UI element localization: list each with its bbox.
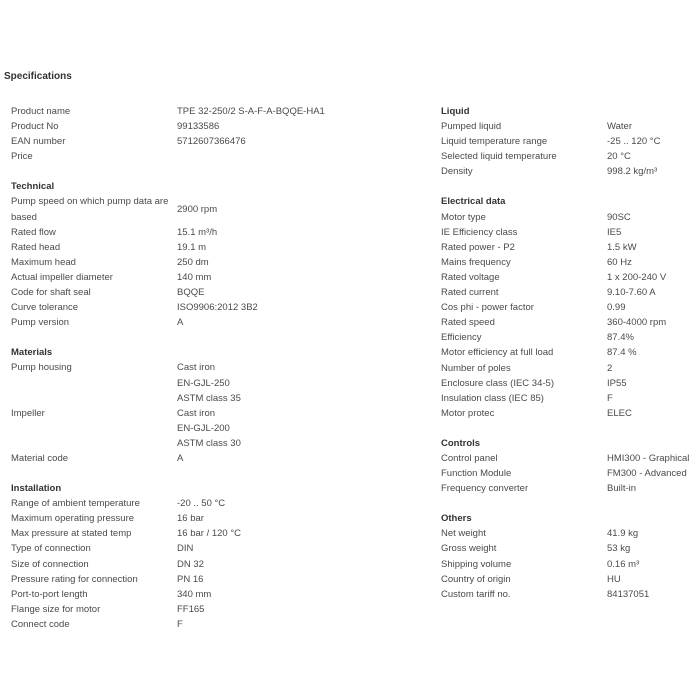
spec-label: Function Module (441, 468, 512, 480)
spec-label: Pump speed on which pump data are based (11, 196, 169, 223)
spec-row-enclosure-class-iec-34-5 (441, 376, 700, 391)
spec-values (607, 466, 687, 481)
section-title: Controls (441, 437, 481, 449)
spec-label: Pumped liquid (441, 121, 502, 133)
spec-values (607, 391, 613, 406)
spec-label: Size of connection (11, 558, 89, 570)
section-title: Electrical data (441, 196, 506, 208)
spec-row-size-of-connection (11, 557, 431, 572)
spec-row-motor-type (441, 210, 700, 225)
spec-values (607, 285, 656, 300)
spec-row-rated-head (11, 240, 431, 255)
spec-row-rated-power-p2 (441, 240, 700, 255)
section-title: Technical (11, 181, 55, 193)
spec-value: 15.1 m³/h (177, 226, 218, 238)
spec-value: DN 32 (177, 558, 204, 570)
spec-label: Rated voltage (441, 271, 500, 283)
spec-label: IE Efficiency class (441, 226, 518, 238)
spec-value: ASTM class 35 (177, 392, 241, 404)
spec-values (177, 617, 183, 632)
spec-row-custom-tariff-no (441, 587, 700, 602)
spec-label: Product name (11, 106, 71, 117)
spec-values (177, 451, 183, 466)
spec-section-liquid (441, 104, 700, 179)
spec-row-rated-voltage (441, 270, 700, 285)
spec-label: Enclosure class (IEC 34-5) (441, 377, 554, 389)
spec-row-motor-protec (441, 406, 700, 421)
left-spec-column (11, 104, 431, 632)
spec-values (177, 541, 193, 556)
spec-values (607, 361, 612, 376)
page-title: Specifications (4, 71, 72, 82)
spec-value: 0.16 m³ (607, 558, 640, 570)
spec-value: 16 bar / 120 °C (177, 528, 242, 540)
spec-label: Pump version (11, 317, 70, 329)
spec-value: 87.4% (607, 332, 634, 344)
spec-value: 250 dm (177, 256, 209, 268)
spec-label: Cos phi - power factor (441, 302, 534, 314)
spec-row-shipping-volume (441, 557, 700, 572)
spec-value: 9.10-7.60 A (607, 287, 656, 299)
spec-value: PN 16 (177, 573, 204, 585)
spec-row-actual-impeller-diameter (11, 270, 431, 285)
spec-row-pressure-rating-for-connection (11, 572, 431, 587)
spec-value: A (177, 452, 184, 464)
spec-row-gross-weight (441, 541, 700, 556)
spec-section-others (441, 511, 700, 602)
spec-values (607, 526, 638, 541)
spec-values (177, 360, 241, 405)
spec-label: Net weight (441, 528, 486, 540)
spec-row-price (11, 149, 431, 164)
spec-row-material-code (11, 451, 431, 466)
spec-row-selected-liquid-temperature (441, 149, 700, 164)
spec-value: -25 .. 120 °C (607, 136, 661, 148)
spec-label: Control panel (441, 452, 498, 464)
spec-value: EN-GJL-250 (177, 377, 230, 389)
spec-value: 340 mm (177, 588, 212, 600)
spec-value: Cast iron (177, 407, 216, 419)
spec-values (607, 300, 626, 315)
spec-value: HMI300 - Graphical (607, 452, 690, 464)
spec-value: 360-4000 rpm (607, 317, 667, 329)
spec-value: 2 (607, 362, 613, 374)
spec-section-installation (11, 481, 431, 632)
spec-row-rated-speed (441, 315, 700, 330)
spec-values (607, 119, 632, 134)
spec-value: BQQE (177, 287, 205, 299)
spec-label: Flange size for motor (11, 603, 101, 615)
spec-values (177, 104, 325, 119)
spec-values (177, 134, 246, 149)
spec-row-product-name (11, 104, 431, 119)
spec-section-electrical-data (441, 194, 700, 420)
spec-row-efficiency (441, 330, 700, 345)
spec-label: Rated flow (11, 226, 56, 238)
spec-value: F (607, 392, 613, 404)
spec-label: EAN number (11, 136, 66, 148)
spec-value: TPE 32-250/2 S-A-F-A-BQQE-HA1 (177, 106, 325, 117)
spec-row-range-of-ambient-temperature (11, 496, 431, 511)
spec-row-code-for-shaft-seal (11, 285, 431, 300)
spec-value: 16 bar (177, 513, 204, 525)
spec-value: 90SC (607, 211, 631, 223)
spec-value: Cast iron (177, 362, 216, 374)
spec-label: Product No (11, 121, 59, 133)
spec-row-port-to-port-length (11, 587, 431, 602)
spec-row-impeller (11, 406, 431, 451)
spec-value: 998.2 kg/m³ (607, 166, 658, 178)
spec-values (607, 255, 632, 270)
spec-label: Custom tariff no. (441, 588, 511, 600)
spec-label: Curve tolerance (11, 302, 79, 314)
spec-row-pump-housing (11, 360, 431, 405)
spec-values (607, 149, 631, 164)
spec-values (177, 202, 217, 217)
spec-row-motor-efficiency-at-full-load (441, 345, 700, 360)
spec-value: 0.99 (607, 302, 626, 314)
spec-values (177, 511, 204, 526)
spec-section-general (11, 104, 431, 164)
spec-label: Rated current (441, 287, 499, 299)
spec-label: Pressure rating for connection (11, 573, 138, 585)
spec-row-country-of-origin (441, 572, 700, 587)
spec-value: 2900 rpm (177, 204, 218, 216)
spec-row-mains-frequency (441, 255, 700, 270)
spec-label: Efficiency (441, 332, 482, 344)
spec-values (177, 240, 206, 255)
spec-values (177, 270, 211, 285)
spec-values (607, 451, 689, 466)
spec-value: DIN (177, 543, 194, 555)
spec-value: 41.9 kg (607, 528, 639, 540)
spec-row-cos-phi-power-factor (441, 300, 700, 315)
spec-value: ISO9906:2012 3B2 (177, 302, 258, 314)
spec-row-liquid-temperature-range (441, 134, 700, 149)
spec-label: Connect code (11, 618, 70, 630)
spec-values (607, 541, 630, 556)
spec-value: Water (607, 121, 632, 133)
spec-label: Range of ambient temperature (11, 498, 140, 510)
spec-value: 5712607366476 (177, 136, 246, 148)
spec-values (607, 134, 660, 149)
spec-values (177, 526, 241, 541)
spec-label: Motor efficiency at full load (441, 347, 554, 359)
spec-values (177, 285, 204, 300)
spec-section-materials (11, 345, 431, 466)
spec-row-number-of-poles (441, 361, 700, 376)
section-title: Materials (11, 347, 53, 359)
spec-label: Code for shaft seal (11, 287, 91, 299)
spec-row-curve-tolerance (11, 300, 431, 315)
spec-row-maximum-head (11, 255, 431, 270)
spec-label: Type of connection (11, 543, 91, 555)
spec-label: Price (11, 151, 33, 163)
spec-row-type-of-connection (11, 541, 431, 556)
spec-values (607, 270, 666, 285)
spec-values (607, 240, 637, 255)
spec-values (607, 481, 636, 496)
spec-row-rated-current (441, 285, 700, 300)
spec-value: -20 .. 50 °C (177, 498, 226, 510)
spec-values (607, 330, 634, 345)
spec-value: 84137051 (607, 588, 650, 600)
spec-label: Shipping volume (441, 558, 512, 570)
spec-row-ean-number (11, 134, 431, 149)
spec-values (177, 315, 183, 330)
spec-row-function-module (441, 466, 700, 481)
spec-values (177, 300, 258, 315)
spec-section-controls (441, 436, 700, 496)
spec-value: A (177, 317, 184, 329)
spec-value: 20 °C (607, 151, 631, 163)
spec-row-control-panel (441, 451, 700, 466)
spec-values (177, 602, 204, 617)
spec-values (607, 210, 631, 225)
spec-value: IE5 (607, 226, 622, 238)
spec-row-flange-size-for-motor (11, 602, 431, 617)
spec-label: Rated speed (441, 317, 495, 329)
spec-value: EN-GJL-200 (177, 422, 230, 434)
spec-values (177, 587, 211, 602)
spec-values (177, 496, 225, 511)
spec-label: Liquid temperature range (441, 136, 548, 148)
spec-label: Gross weight (441, 543, 497, 555)
spec-label: Rated power - P2 (441, 241, 515, 253)
spec-value: 19.1 m (177, 241, 207, 253)
spec-label: Rated head (11, 241, 61, 253)
spec-values (177, 406, 241, 451)
spec-label: Pump housing (11, 362, 72, 374)
spec-values (177, 255, 209, 270)
spec-value: FM300 - Advanced (607, 468, 687, 480)
spec-values (177, 119, 219, 134)
spec-label: Country of origin (441, 573, 511, 585)
spec-label: Insulation class (IEC 85) (441, 392, 544, 404)
spec-value: ASTM class 30 (177, 437, 241, 449)
spec-values (177, 225, 217, 240)
spec-values (607, 557, 639, 572)
spec-row-frequency-converter (441, 481, 700, 496)
section-title: Liquid (441, 106, 470, 117)
spec-label: Motor type (441, 211, 486, 223)
spec-label: Impeller (11, 407, 45, 419)
spec-value: 60 Hz (607, 256, 632, 268)
spec-values (177, 557, 204, 572)
spec-value: FF165 (177, 603, 205, 615)
spec-label: Maximum operating pressure (11, 513, 135, 525)
spec-value: 1 x 200-240 V (607, 271, 667, 283)
spec-value: 99133586 (177, 121, 220, 133)
spec-value: IP55 (607, 377, 627, 389)
spec-label: Actual impeller diameter (11, 271, 113, 283)
spec-row-maximum-operating-pressure (11, 511, 431, 526)
spec-value: 140 mm (177, 271, 212, 283)
section-title: Others (441, 513, 472, 525)
spec-values (607, 406, 632, 421)
spec-row-density (441, 164, 700, 179)
spec-row-pump-version (11, 315, 431, 330)
spec-row-pump-speed-on-which-pump-data-are-based (11, 194, 431, 224)
right-spec-column (441, 104, 700, 602)
spec-label: Material code (11, 452, 69, 464)
spec-values (607, 315, 666, 330)
spec-values (607, 376, 627, 391)
spec-section-technical (11, 179, 431, 330)
spec-row-rated-flow (11, 225, 431, 240)
spec-label: Number of poles (441, 362, 511, 374)
spec-label: Density (441, 166, 473, 178)
spec-values (607, 572, 621, 587)
spec-row-ie-efficiency-class (441, 225, 700, 240)
spec-value: 1.5 kW (607, 241, 637, 253)
spec-row-product-no (11, 119, 431, 134)
spec-label: Mains frequency (441, 256, 511, 268)
spec-row-insulation-class-iec-85 (441, 391, 700, 406)
spec-values (607, 345, 637, 360)
spec-label: Frequency converter (441, 483, 529, 495)
spec-value: F (177, 618, 183, 630)
spec-label: Motor protec (441, 407, 495, 419)
spec-value: 53 kg (607, 543, 631, 555)
section-title: Installation (11, 483, 62, 495)
spec-row-connect-code (11, 617, 431, 632)
spec-label: Selected liquid temperature (441, 151, 557, 163)
spec-values (177, 572, 203, 587)
spec-row-pumped-liquid (441, 119, 700, 134)
spec-values (607, 164, 657, 179)
spec-label: Port-to-port length (11, 588, 88, 600)
spec-row-net-weight (441, 526, 700, 541)
spec-value: HU (607, 573, 621, 585)
spec-values (607, 225, 621, 240)
spec-values (607, 587, 649, 602)
spec-value: Built-in (607, 483, 637, 495)
spec-row-max-pressure-at-stated-temp (11, 526, 431, 541)
spec-label: Maximum head (11, 256, 76, 268)
spec-label: Max pressure at stated temp (11, 528, 132, 540)
spec-value: 87.4 % (607, 347, 637, 359)
spec-value: ELEC (607, 407, 632, 419)
